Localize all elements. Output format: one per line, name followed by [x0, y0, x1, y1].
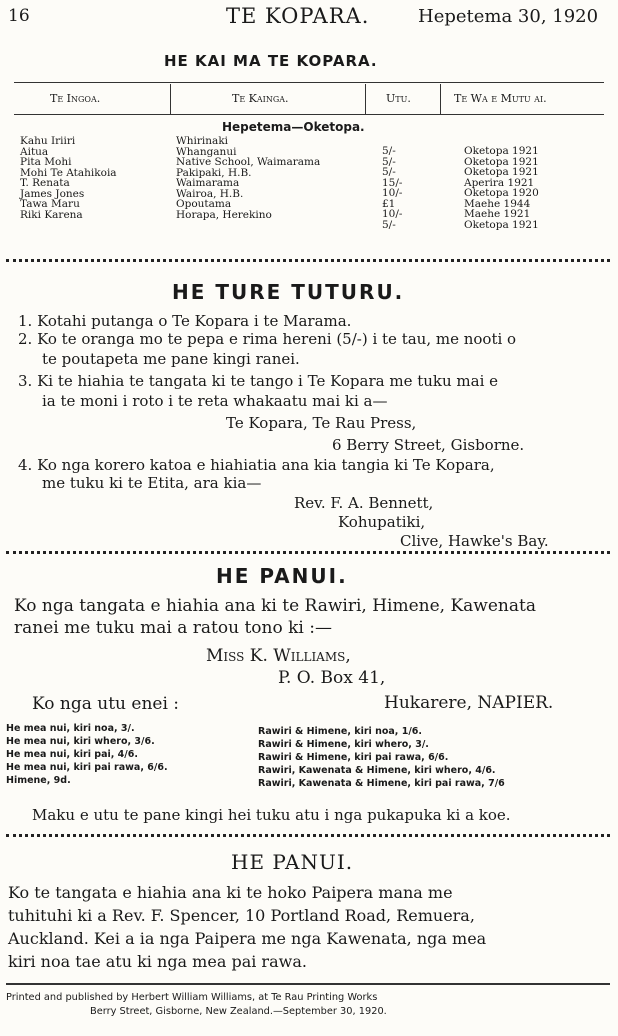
imprint-line-2: Berry Street, Gisborne, New Zealand.—September 30, 1920. [90, 1006, 387, 1017]
subscriber-place: Horapa, Herekino [176, 208, 272, 221]
subscriber-name: James Jones [20, 187, 85, 200]
subscriber-name: Tawa Maru [20, 198, 80, 210]
price-item: He mea nui, kiri whero, 3/6. [6, 736, 155, 747]
notice-2-line-2: tuhituhi ki a Rev. F. Spencer, 10 Portland Road, Remuera, [8, 906, 475, 925]
subscriber-until-date: Oketopa 1921 [464, 218, 539, 231]
rule-3-line-2: ia te moni i roto i te reta whakaatu mai ki a— [42, 392, 388, 410]
rule-4-address-3: Clive, Hawke's Bay. [400, 532, 549, 550]
journal-title: TE KOPARA. [226, 4, 370, 28]
subscriber-place: Opoutama [176, 198, 232, 210]
subscriber-place: Pakipaki, H.B. [176, 166, 252, 179]
subscriber-name: Mohi Te Atahikoia [20, 166, 117, 179]
rule-1: 1. Kotahi putanga o Te Kopara i te Marama. [18, 312, 352, 330]
column-header-until: Te Wa e Mutu ai. [454, 92, 547, 105]
column-divider [170, 84, 171, 114]
price-item: Rawiri & Himene, kiri whero, 3/. [258, 739, 429, 750]
subscriber-until-date: Maehe 1944 [464, 197, 531, 210]
rule-4-address-1: Rev. F. A. Bennett, [294, 494, 434, 512]
subscriber-name: Aitua [20, 145, 49, 158]
subscriptions-heading: HE KAI MA TE KOPARA. [164, 52, 378, 70]
notice-1-heading: HE PANUI. [216, 564, 348, 588]
notice-1-footer: Maku e utu te pane kingi hei tuku atu i nga pukapuka ki a koe. [32, 806, 511, 824]
subscriber-until-date: Oketopa 1921 [464, 166, 539, 178]
subscriber-place: Wairoa, H.B. [176, 187, 244, 200]
table-header-rule [14, 114, 604, 115]
subscriber-amount: 5/- [382, 218, 396, 231]
column-divider [440, 84, 441, 114]
rule-3-address-2: 6 Berry Street, Gisborne. [332, 436, 525, 454]
subscriber-until-date: Oketopa 1921 [464, 155, 539, 168]
subscriber-amount: 5/- [382, 155, 396, 168]
table-top-rule [14, 82, 604, 83]
price-item: Rawiri & Himene, kiri noa, 1/6. [258, 726, 423, 737]
price-item: Rawiri & Himene, kiri pai rawa, 6/6. [258, 752, 449, 763]
subscriber-amount: 10/- [382, 208, 403, 220]
notice-2-line-1: Ko te tangata e hiahia ana ki te hoko Paipera mana me [8, 883, 453, 902]
subscriber-amount: 5/- [382, 166, 396, 178]
dotted-divider [6, 834, 610, 837]
dotted-divider [6, 551, 610, 554]
notice-1-intro-line-2: ranei me tuku mai a ratou tono ki :— [14, 618, 332, 638]
price-item: Rawiri, Kawenata & Himene, kiri pai rawa, 7/6 [258, 778, 505, 789]
imprint-rule [6, 983, 610, 985]
subscriber-amounts [382, 146, 402, 230]
notice-2-heading: HE PANUI. [231, 850, 354, 874]
price-item: He mea nui, kiri pai rawa, 6/6. [6, 762, 168, 773]
subscriber-amount: 5/- [382, 145, 396, 157]
subscriber-until-date: Maehe 1921 [464, 208, 531, 220]
subscriber-until-date: Aperira 1921 [464, 176, 535, 189]
subscriber-until-date: Oketopa 1921 [464, 145, 539, 157]
column-header-place: Te Kainga. [232, 92, 289, 105]
column-header-amount: Utu. [386, 92, 411, 105]
notice-1-address-1: Miss K. Williams, [206, 646, 351, 666]
notice-2-line-4: kiri noa tae atu ki nga mea pai rawa. [8, 952, 307, 971]
notice-2-line-3: Auckland. Kei a ia nga Paipera me nga Kawenata, nga mea [8, 929, 487, 948]
subscriber-places [176, 136, 320, 220]
subscriber-amount: 10/- [382, 187, 403, 199]
rule-2-line-1: 2. Ko te oranga mo te pepa e rima hereni (5/-) i te tau, me nooti o [18, 330, 517, 348]
notice-1-address-3: Hukarere, NAPIER. [384, 693, 554, 713]
page-number: 16 [8, 6, 30, 26]
subscriber-amount: £1 [382, 197, 396, 210]
subscriber-place: Native School, Waimarama [176, 156, 321, 168]
subscriber-place: Whirinaki [176, 135, 229, 147]
subscriber-names [20, 136, 117, 220]
rule-4-line-1: 4. Ko nga korero katoa e hiahiatia ana kia tangia ki Te Kopara, [18, 456, 495, 474]
subscriber-amount: 15/- [382, 176, 403, 189]
prices-right [258, 725, 505, 790]
rules-heading: HE TURE TUTURU. [172, 280, 405, 304]
dotted-divider [6, 259, 610, 262]
subscriber-name: Pita Mohi [20, 156, 72, 168]
subscriber-until-date: Oketopa 1920 [464, 187, 539, 199]
rule-4-address-2: Kohupatiki, [338, 513, 426, 531]
rule-3-address-1: Te Kopara, Te Rau Press, [226, 414, 417, 432]
prices-left [6, 722, 168, 787]
price-item: He mea nui, kiri noa, 3/. [6, 723, 135, 734]
issue-date: Hepetema 30, 1920 [418, 6, 599, 27]
subscriber-place: Waimarama [176, 177, 240, 189]
subscriber-place: Whanganui [176, 145, 237, 158]
subscriber-until [464, 146, 539, 230]
notice-1-intro-line-1: Ko nga tangata e hiahia ana ki te Rawiri, Himene, Kawenata [14, 596, 536, 616]
subscriptions-period: Hepetema—Oketopa. [222, 120, 365, 134]
rule-3-line-1: 3. Ki te hiahia te tangata ki te tango i Te Kopara me tuku mai e [18, 372, 499, 390]
rule-2-line-2: te poutapeta me pane kingi ranei. [42, 350, 300, 368]
rule-4-line-2: me tuku ki te Etita, ara kia— [42, 474, 262, 492]
price-item: Rawiri, Kawenata & Himene, kiri whero, 4/6. [258, 765, 496, 776]
column-header-name: Te Ingoa. [50, 92, 101, 105]
price-item: Himene, 9d. [6, 775, 71, 786]
subscriber-name: Riki Karena [20, 208, 83, 221]
price-item: He mea nui, kiri pai, 4/6. [6, 749, 138, 760]
imprint-line-1: Printed and published by Herbert William Williams, at Te Rau Printing Works [6, 992, 378, 1003]
subscriber-name: Kahu Iriiri [20, 135, 76, 147]
prices-label: Ko nga utu enei : [32, 694, 180, 714]
notice-1-address-2: P. O. Box 41, [278, 668, 386, 688]
column-divider [365, 84, 366, 114]
subscriber-name: T. Renata [20, 177, 70, 189]
